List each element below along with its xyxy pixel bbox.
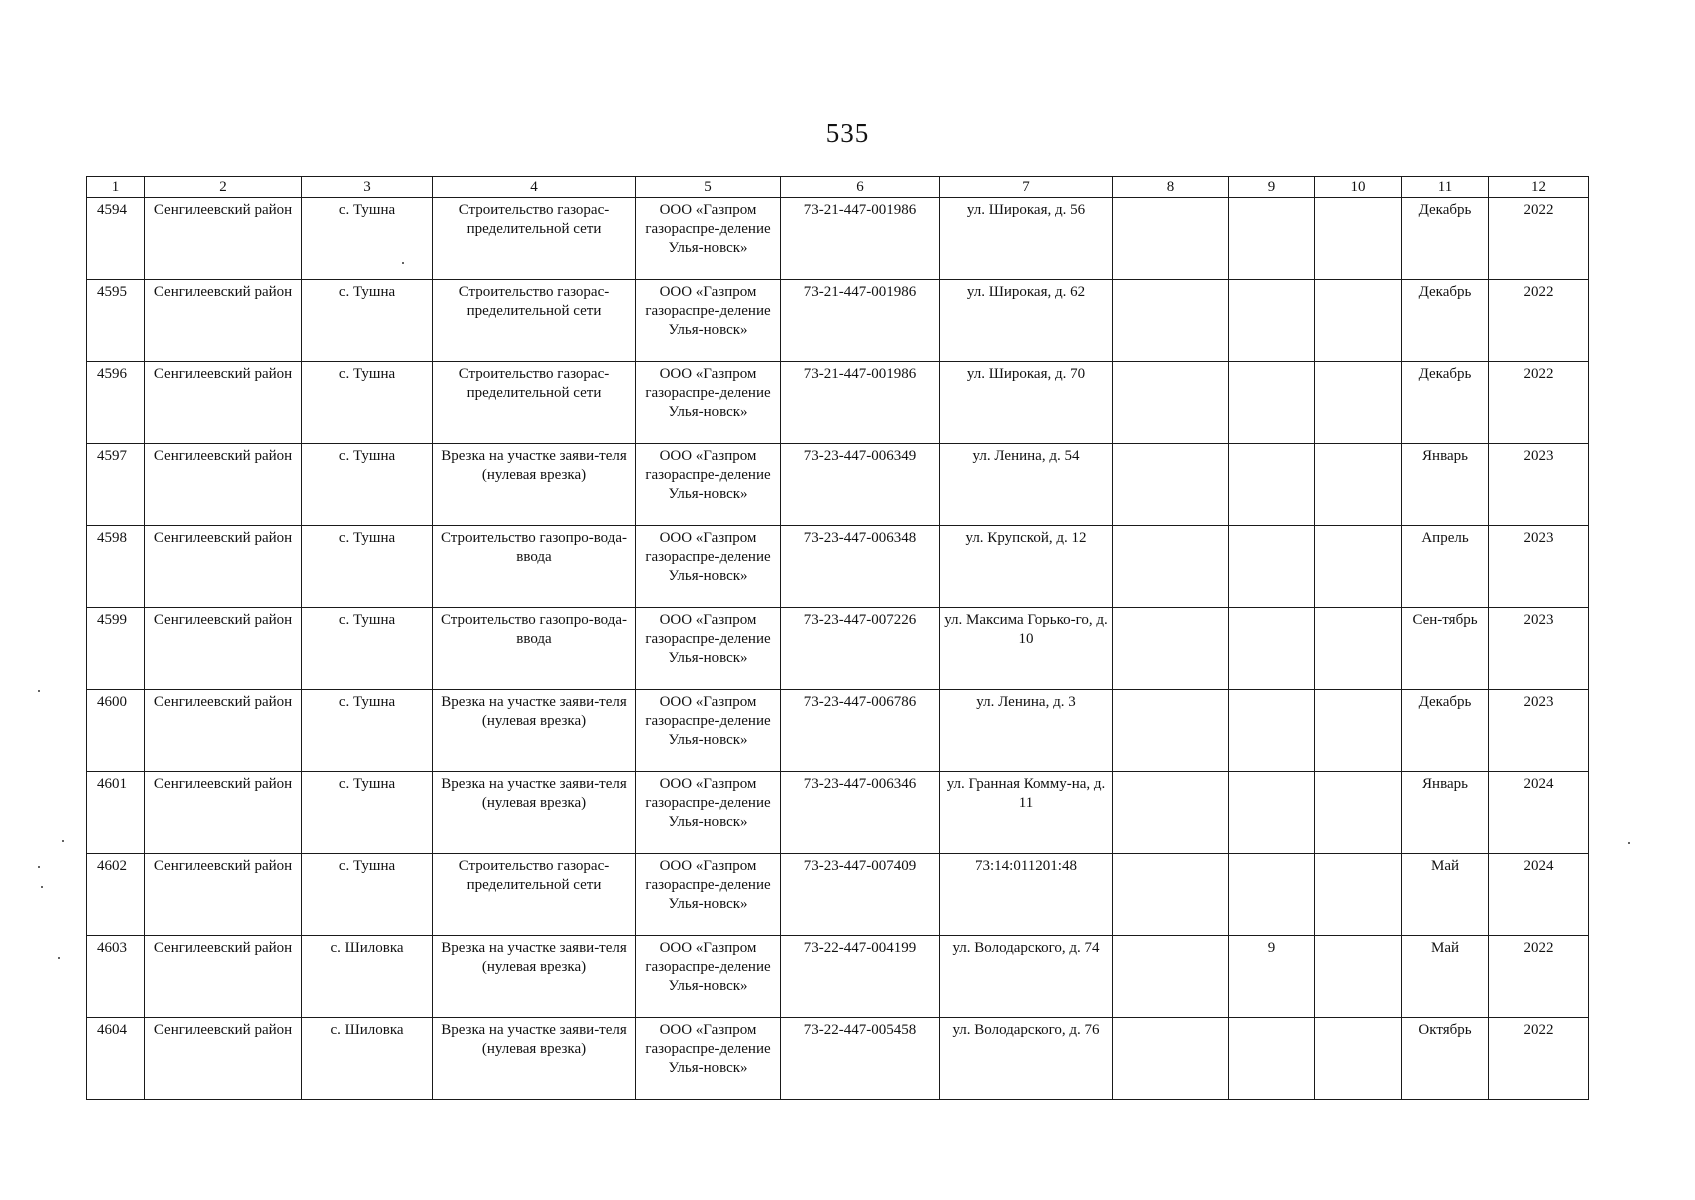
cell-month: Апрель: [1402, 526, 1489, 608]
column-header: 2: [145, 177, 302, 198]
cell-work-type: Строительство газорас-пределительной сети: [433, 854, 636, 936]
scan-speck: [58, 957, 60, 959]
scan-speck: [402, 262, 404, 264]
cell-row-number: 4600: [87, 690, 145, 772]
cell-col-9: [1229, 690, 1315, 772]
cell-col-9: [1229, 444, 1315, 526]
cell-address: ул. Широкая, д. 70: [940, 362, 1113, 444]
cell-row-number: 4601: [87, 772, 145, 854]
cell-col-10: [1315, 1018, 1402, 1100]
cell-year: 2023: [1489, 690, 1589, 772]
column-header: 5: [636, 177, 781, 198]
cell-col-9: [1229, 280, 1315, 362]
cell-row-number: 4603: [87, 936, 145, 1018]
cell-col-9: [1229, 772, 1315, 854]
cell-district: Сенгилеевский район: [145, 362, 302, 444]
cell-settlement: с. Тушна: [302, 608, 433, 690]
cell-settlement: с. Тушна: [302, 444, 433, 526]
column-header: 11: [1402, 177, 1489, 198]
cell-settlement: с. Тушна: [302, 362, 433, 444]
column-header: 4: [433, 177, 636, 198]
cell-organization: ООО «Газпром газораспре-деление Улья-новск»: [636, 362, 781, 444]
cell-address: ул. Володарского, д. 76: [940, 1018, 1113, 1100]
cell-year: 2022: [1489, 362, 1589, 444]
cell-application-number: 73-23-447-006786: [781, 690, 940, 772]
cell-month: Октябрь: [1402, 1018, 1489, 1100]
cell-year: 2022: [1489, 280, 1589, 362]
cell-work-type: Строительство газопро-вода-ввода: [433, 526, 636, 608]
cell-month: Январь: [1402, 444, 1489, 526]
table-row: [87, 772, 1589, 854]
cell-col-9: 9: [1229, 936, 1315, 1018]
cell-col-9: [1229, 1018, 1315, 1100]
cell-year: 2024: [1489, 772, 1589, 854]
table-row: [87, 608, 1589, 690]
cell-col-10: [1315, 936, 1402, 1018]
cell-settlement: с. Тушна: [302, 690, 433, 772]
page-number: 535: [825, 118, 870, 148]
cell-organization: ООО «Газпром газораспре-деление Улья-новск»: [636, 1018, 781, 1100]
cell-row-number: 4602: [87, 854, 145, 936]
cell-work-type: Строительство газопро-вода-ввода: [433, 608, 636, 690]
cell-organization: ООО «Газпром газораспре-деление Улья-новск»: [636, 526, 781, 608]
cell-address: ул. Широкая, д. 62: [940, 280, 1113, 362]
cell-col-9: [1229, 854, 1315, 936]
cell-col-10: [1315, 198, 1402, 280]
cell-work-type: Строительство газорас-пределительной сети: [433, 198, 636, 280]
cell-col-10: [1315, 526, 1402, 608]
cell-col-9: [1229, 608, 1315, 690]
cell-application-number: 73-22-447-005458: [781, 1018, 940, 1100]
cell-month: Январь: [1402, 772, 1489, 854]
cell-application-number: 73-21-447-001986: [781, 362, 940, 444]
cell-organization: ООО «Газпром газораспре-деление Улья-новск»: [636, 280, 781, 362]
cell-work-type: Врезка на участке заяви-теля (нулевая врезка): [433, 690, 636, 772]
scan-speck: [38, 866, 40, 868]
cell-year: 2023: [1489, 444, 1589, 526]
cell-row-number: 4599: [87, 608, 145, 690]
cell-work-type: Врезка на участке заяви-теля (нулевая врезка): [433, 772, 636, 854]
cell-month: Май: [1402, 854, 1489, 936]
cell-col-8: [1113, 772, 1229, 854]
scan-speck: [38, 690, 40, 692]
cell-organization: ООО «Газпром газораспре-деление Улья-новск»: [636, 690, 781, 772]
cell-district: Сенгилеевский район: [145, 526, 302, 608]
cell-month: Сен-тябрь: [1402, 608, 1489, 690]
cell-district: Сенгилеевский район: [145, 280, 302, 362]
cell-district: Сенгилеевский район: [145, 444, 302, 526]
cell-row-number: 4594: [87, 198, 145, 280]
cell-col-8: [1113, 1018, 1229, 1100]
cell-col-9: [1229, 526, 1315, 608]
cell-organization: ООО «Газпром газораспре-деление Улья-новск»: [636, 772, 781, 854]
cell-month: Декабрь: [1402, 280, 1489, 362]
cell-settlement: с. Шиловка: [302, 1018, 433, 1100]
cell-row-number: 4595: [87, 280, 145, 362]
cell-col-10: [1315, 690, 1402, 772]
cell-col-8: [1113, 362, 1229, 444]
cell-address: ул. Крупской, д. 12: [940, 526, 1113, 608]
cell-settlement: с. Тушна: [302, 198, 433, 280]
cell-settlement: с. Шиловка: [302, 936, 433, 1018]
cell-application-number: 73-21-447-001986: [781, 198, 940, 280]
cell-col-8: [1113, 936, 1229, 1018]
cell-organization: ООО «Газпром газораспре-деление Улья-новск»: [636, 444, 781, 526]
cell-year: 2022: [1489, 936, 1589, 1018]
table-row: [87, 444, 1589, 526]
cell-month: Май: [1402, 936, 1489, 1018]
cell-year: 2022: [1489, 1018, 1589, 1100]
table-header: [87, 177, 1589, 198]
cell-application-number: 73-23-447-007226: [781, 608, 940, 690]
register-table: [86, 176, 1589, 1100]
cell-address: ул. Ленина, д. 3: [940, 690, 1113, 772]
column-header: 1: [87, 177, 145, 198]
column-header: 6: [781, 177, 940, 198]
cell-district: Сенгилеевский район: [145, 690, 302, 772]
cell-application-number: 73-22-447-004199: [781, 936, 940, 1018]
cell-col-8: [1113, 608, 1229, 690]
cell-district: Сенгилеевский район: [145, 772, 302, 854]
column-header: 3: [302, 177, 433, 198]
cell-district: Сенгилеевский район: [145, 1018, 302, 1100]
cell-col-9: [1229, 362, 1315, 444]
table-row: [87, 690, 1589, 772]
cell-col-10: [1315, 608, 1402, 690]
table-body: [87, 198, 1589, 1100]
cell-col-9: [1229, 198, 1315, 280]
cell-application-number: 73-23-447-006349: [781, 444, 940, 526]
cell-month: Декабрь: [1402, 198, 1489, 280]
cell-year: 2022: [1489, 198, 1589, 280]
cell-col-8: [1113, 526, 1229, 608]
table-row: [87, 362, 1589, 444]
cell-work-type: Врезка на участке заяви-теля (нулевая врезка): [433, 1018, 636, 1100]
cell-col-8: [1113, 444, 1229, 526]
cell-row-number: 4596: [87, 362, 145, 444]
column-header: 8: [1113, 177, 1229, 198]
cell-year: 2024: [1489, 854, 1589, 936]
cell-district: Сенгилеевский район: [145, 198, 302, 280]
cell-year: 2023: [1489, 526, 1589, 608]
cell-work-type: Строительство газорас-пределительной сети: [433, 280, 636, 362]
table-row: [87, 854, 1589, 936]
cell-address: ул. Володарского, д. 74: [940, 936, 1113, 1018]
cell-application-number: 73-23-447-006348: [781, 526, 940, 608]
cell-organization: ООО «Газпром газораспре-деление Улья-новск»: [636, 936, 781, 1018]
cell-district: Сенгилеевский район: [145, 854, 302, 936]
cell-address: ул. Широкая, д. 56: [940, 198, 1113, 280]
cell-address: ул. Максима Горько-го, д. 10: [940, 608, 1113, 690]
cell-district: Сенгилеевский район: [145, 936, 302, 1018]
cell-settlement: с. Тушна: [302, 526, 433, 608]
table-row: [87, 936, 1589, 1018]
cell-settlement: с. Тушна: [302, 280, 433, 362]
cell-col-10: [1315, 444, 1402, 526]
scan-speck: [1628, 842, 1630, 844]
cell-year: 2023: [1489, 608, 1589, 690]
cell-col-8: [1113, 198, 1229, 280]
cell-organization: ООО «Газпром газораспре-деление Улья-новск»: [636, 608, 781, 690]
cell-col-8: [1113, 280, 1229, 362]
cell-col-10: [1315, 772, 1402, 854]
column-header: 7: [940, 177, 1113, 198]
cell-row-number: 4598: [87, 526, 145, 608]
table-row: [87, 526, 1589, 608]
cell-month: Декабрь: [1402, 362, 1489, 444]
cell-settlement: с. Тушна: [302, 772, 433, 854]
cell-col-10: [1315, 854, 1402, 936]
scan-speck: [62, 840, 64, 842]
cell-settlement: с. Тушна: [302, 854, 433, 936]
header-row: [87, 177, 1589, 198]
cell-address: ул. Гранная Комму-на, д. 11: [940, 772, 1113, 854]
column-header: 9: [1229, 177, 1315, 198]
cell-col-10: [1315, 280, 1402, 362]
cell-work-type: Строительство газорас-пределительной сети: [433, 362, 636, 444]
cell-row-number: 4597: [87, 444, 145, 526]
cell-district: Сенгилеевский район: [145, 608, 302, 690]
table-row: [87, 1018, 1589, 1100]
cell-organization: ООО «Газпром газораспре-деление Улья-новск»: [636, 854, 781, 936]
cell-month: Декабрь: [1402, 690, 1489, 772]
cell-application-number: 73-21-447-001986: [781, 280, 940, 362]
cell-address: 73:14:011201:48: [940, 854, 1113, 936]
scan-speck: [41, 886, 43, 888]
cell-row-number: 4604: [87, 1018, 145, 1100]
cell-address: ул. Ленина, д. 54: [940, 444, 1113, 526]
table-row: [87, 280, 1589, 362]
cell-organization: ООО «Газпром газораспре-деление Улья-новск»: [636, 198, 781, 280]
cell-work-type: Врезка на участке заяви-теля (нулевая врезка): [433, 444, 636, 526]
table-row: [87, 198, 1589, 280]
cell-col-10: [1315, 362, 1402, 444]
column-header: 10: [1315, 177, 1402, 198]
cell-application-number: 73-23-447-006346: [781, 772, 940, 854]
cell-application-number: 73-23-447-007409: [781, 854, 940, 936]
column-header: 12: [1489, 177, 1589, 198]
cell-col-8: [1113, 690, 1229, 772]
cell-col-8: [1113, 854, 1229, 936]
cell-work-type: Врезка на участке заяви-теля (нулевая врезка): [433, 936, 636, 1018]
